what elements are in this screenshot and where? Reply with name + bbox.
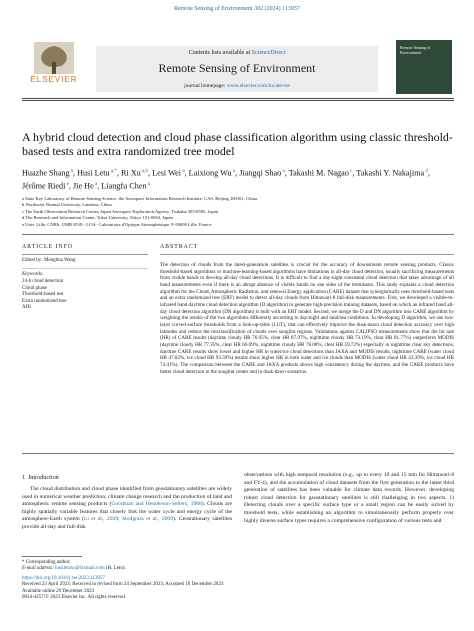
author-separator: , [73,168,78,178]
received-dates: Received 23 April 2023; Received in revised form 24 September 2023; Accepted 10 December 2023 [22,582,224,588]
keywords-label: Keywords: [22,272,44,277]
author-affiliation-mark[interactable]: a,* [109,169,117,174]
email-link[interactable]: husiletuw@foxmail.com [55,566,105,572]
journal-cover-thumbnail [396,40,452,94]
edited-by: Edited by: Menghua Wang [22,258,76,263]
author-name[interactable]: Takashi M. Nagao [288,168,349,178]
author-affiliation-mark[interactable]: a,b [140,169,148,174]
cover-title: Remote Sensing of Environment [400,45,431,55]
abstract-heading: ABSTRACT [160,244,199,250]
author-affiliation-mark[interactable]: a [69,169,74,174]
elsevier-logo [24,42,84,84]
intro-left-paragraph: The cloud distribution and cloud phase identified from geostationary satellites are widely used in numerical weather prediction, climate change research and the production of land and atmospheric remote sensing products (Goodman and Henderson-Sellers, 1988). Clouds are highly spatially variable features that closely link the water cycle and energy cycle of the atmosphere-Earth system (Li et al., 2020; Stodgrass et al., 2009). Geostationary satellites provide all-day and full-disk [22,486,233,530]
author-name[interactable]: Liangfu Chen [101,181,147,191]
citation-link[interactable]: Stodgrass et al., 2009 [122,516,174,523]
keyword: Threshold-based test [22,292,64,298]
doi-link[interactable]: https://doi.org/10.1016/j.rse.2023.113957 [22,575,105,581]
affiliation: e Univ. Lille, CNRS, UMR 8518 - LOA - Laboratoire d'Optique Atmosphérique, F-59000 Lille, France [22,221,212,227]
affiliation: d The Research and Information Center, Tokai University, Tokyo 151-0063, Japan [22,215,173,221]
article-title: A hybrid cloud detection and cloud phase classification algorithm using classic threshold-based tests and extra randomized tree model [22,130,453,158]
keyword: Cloud phase [22,285,47,291]
intro-right-paragraph: observations with high temporal resolution (e.g., up to every 10 and 15 min for Himawari-8 and FY-4), and the accumulation of cloud datasets from the first generation to the latest third generation of satellites has been valuable for climate data records. However, developing robust cloud detection for geostationary satellites is still challenging in two aspects. 1) Detecting clouds over a specific surface type or a small region can be easily solved by threshold tests, while establishing an algorithm to simultaneously perform properly over highly diverse surface types requires a comprehensive configuration of various tests and [244,472,454,524]
author-separator: , [184,168,189,178]
header-rule [22,98,454,99]
article-info-rule [22,254,148,255]
author-name[interactable]: Jérôme Riedi [22,181,66,191]
footnote-block [22,560,262,601]
author-name[interactable]: Takashi Y. Nakajima [356,168,425,178]
author-name[interactable]: Jiangqi Shao [239,168,282,178]
author-affiliation-mark[interactable]: e [65,181,69,187]
affiliation: a State Key Laboratory of Remote Sensing Science, the Aerospace Information Research Institute, CAS, Beijing 100101, China [22,196,257,201]
copyright-line: 0034-4257/© 2023 Elsevier Inc. All rights reserved. [22,595,127,601]
author-name[interactable]: Husi Letu [77,168,110,178]
email-line: E-mail address: husiletuw@foxmail.com (H. Letu). [22,566,126,572]
author-affiliation-mark[interactable]: a [281,169,285,174]
author-name[interactable]: Jie He [73,181,94,191]
sciencedirect-link[interactable]: ScienceDirect [251,50,286,56]
author-affiliation-mark[interactable]: d [424,169,428,174]
abstract-rule [160,254,454,255]
author-affiliation-mark[interactable]: a [231,169,236,174]
author-separator: , [352,168,357,178]
author-separator: , [68,181,74,191]
keyword: 24-h cloud detection [22,279,64,284]
keyword: AHI [22,305,31,311]
affiliation: c The Earth Observation Research Center, Japan Aerospace Exploration Agency, Tsukuba 305-8505, Japan [22,208,219,214]
keyword-list [22,279,148,312]
author-separator: , [427,168,430,178]
author-separator: , [116,168,121,178]
journal-header [96,46,378,92]
journal-citation-link[interactable]: Remote Sensing of Environment 302 (2024) 113957 [174,6,300,12]
homepage-line: journal homepage: www.elsevier.com/locate/rse [184,83,290,89]
citation-link[interactable]: Goodman and Henderson-Sellers, 1988 [111,501,202,508]
affiliation: b Northwest Normal University, Lanzhou, China [22,202,112,208]
citation-link[interactable]: Li et al., 2020 [83,516,119,523]
footnote-rule [22,556,82,557]
author-affiliation-mark[interactable]: c [348,169,353,174]
corresponding-note: * Corresponding author. [22,560,71,565]
available-date: Available online 29 December 2023 [22,588,95,594]
journal-name: Remote Sensing of Environment [158,61,316,75]
author-separator: , [97,181,102,191]
author-list [22,166,454,191]
author-name[interactable]: Lesi Wei [152,168,182,178]
abstract-end-rule [22,453,454,454]
homepage-link[interactable]: www.elsevier.com/locate/rse [226,83,290,89]
contents-line: Contents lists available at ScienceDirect [188,50,286,56]
keyword: Extra randomized tree [22,298,67,304]
author-affiliation-mark[interactable]: a [93,181,98,187]
author-separator: , [284,168,289,178]
author-separator: , [235,168,240,178]
author-name[interactable]: Laixiong Wu [188,168,232,178]
author-affiliation-mark[interactable]: a [181,169,185,174]
author-name[interactable]: Ri Xu [120,168,141,178]
intro-heading: 1. Introduction [22,474,59,481]
abstract-text: The detection of clouds from the latest-generation satellites is crucial for the accuracy of downstream remote sensing products. Classic threshold-based algorithms or machine-learning-based algorithms have limitations in all-day cloud detection, usually sacrificing measurements from visible bands to develop all-day cloud detections. It is difficult to find a day-night consistent cloud detection that takes advantage of all band measurements even if there is an abrupt absence of visible bands on one sides of the terminator. This study explains a cloud detection algorithm for the Cloud, Atmospheric Radiation, and renewal Energy application (CARE) dataset that synergistically uses threshold-based tests and an extra randomized tree (ERT) model to detect all-day clouds from Himawari-8 full-disk measurements. First, we developed a visible-to-infrared band daytime cloud detection algorithm (D algorithm) to generate high-precision training datasets, based on which an infrared band all-day cloud detection algorithm (DN algorithm) is built with an ERT model. Second, we merge the D and DN algorithm into CARE algorithm by weighting the results of the two algorithms differently according to day/night and land/sea conditions. In developing D algorithm, we use two-layer curved-surface thresholds from a look-up-table (LUT), that can effectively improve the dusk-dawn cloud detection accuracy over high latitudes and reduce the misclassification of clouds over sunglint regions. Validations against CALIPSO measurements show that the hit rate (HR) of CARE results (daytime cloudy HR 76.95%, clear HR 87.97%, nighttime cloudy HR 73.19%, clear HR 81.77%) outperform MODIS (daytime cloudy HR 77.35%, clear HR 66.09%, nighttime cloudy HR 78.08%, clear HR 59.72%) especially in nighttime clear sky detections, daytime CARE results show lower and higher HR in water/ice cloud detections than JAXA and MODIS results, nighttime CARE (water cloud HR 47.82%, ice cloud HR 93.59%) results show higher HR in both water and ice clouds than MODIS (water cloud HR 43.39%, ice cloud HR 74.41%). The comparison between the CARE and JAXA products shows high consistency during the daytime, and the CARE products have better cloud detection in the sunglint center and in dusk-dawn scenarios. [160,262,454,375]
section-rule [22,234,454,235]
affiliation-list [22,196,454,228]
article-info-heading: ARTICLE INFO [22,244,74,250]
publisher-name: ELSEVIER [30,75,78,84]
author-separator: , [148,168,153,178]
author-name[interactable]: Huazhe Shang [22,168,70,178]
info-divider [22,268,148,269]
header-rule-secondary [22,100,454,101]
author-affiliation-mark[interactable]: a [146,181,151,187]
